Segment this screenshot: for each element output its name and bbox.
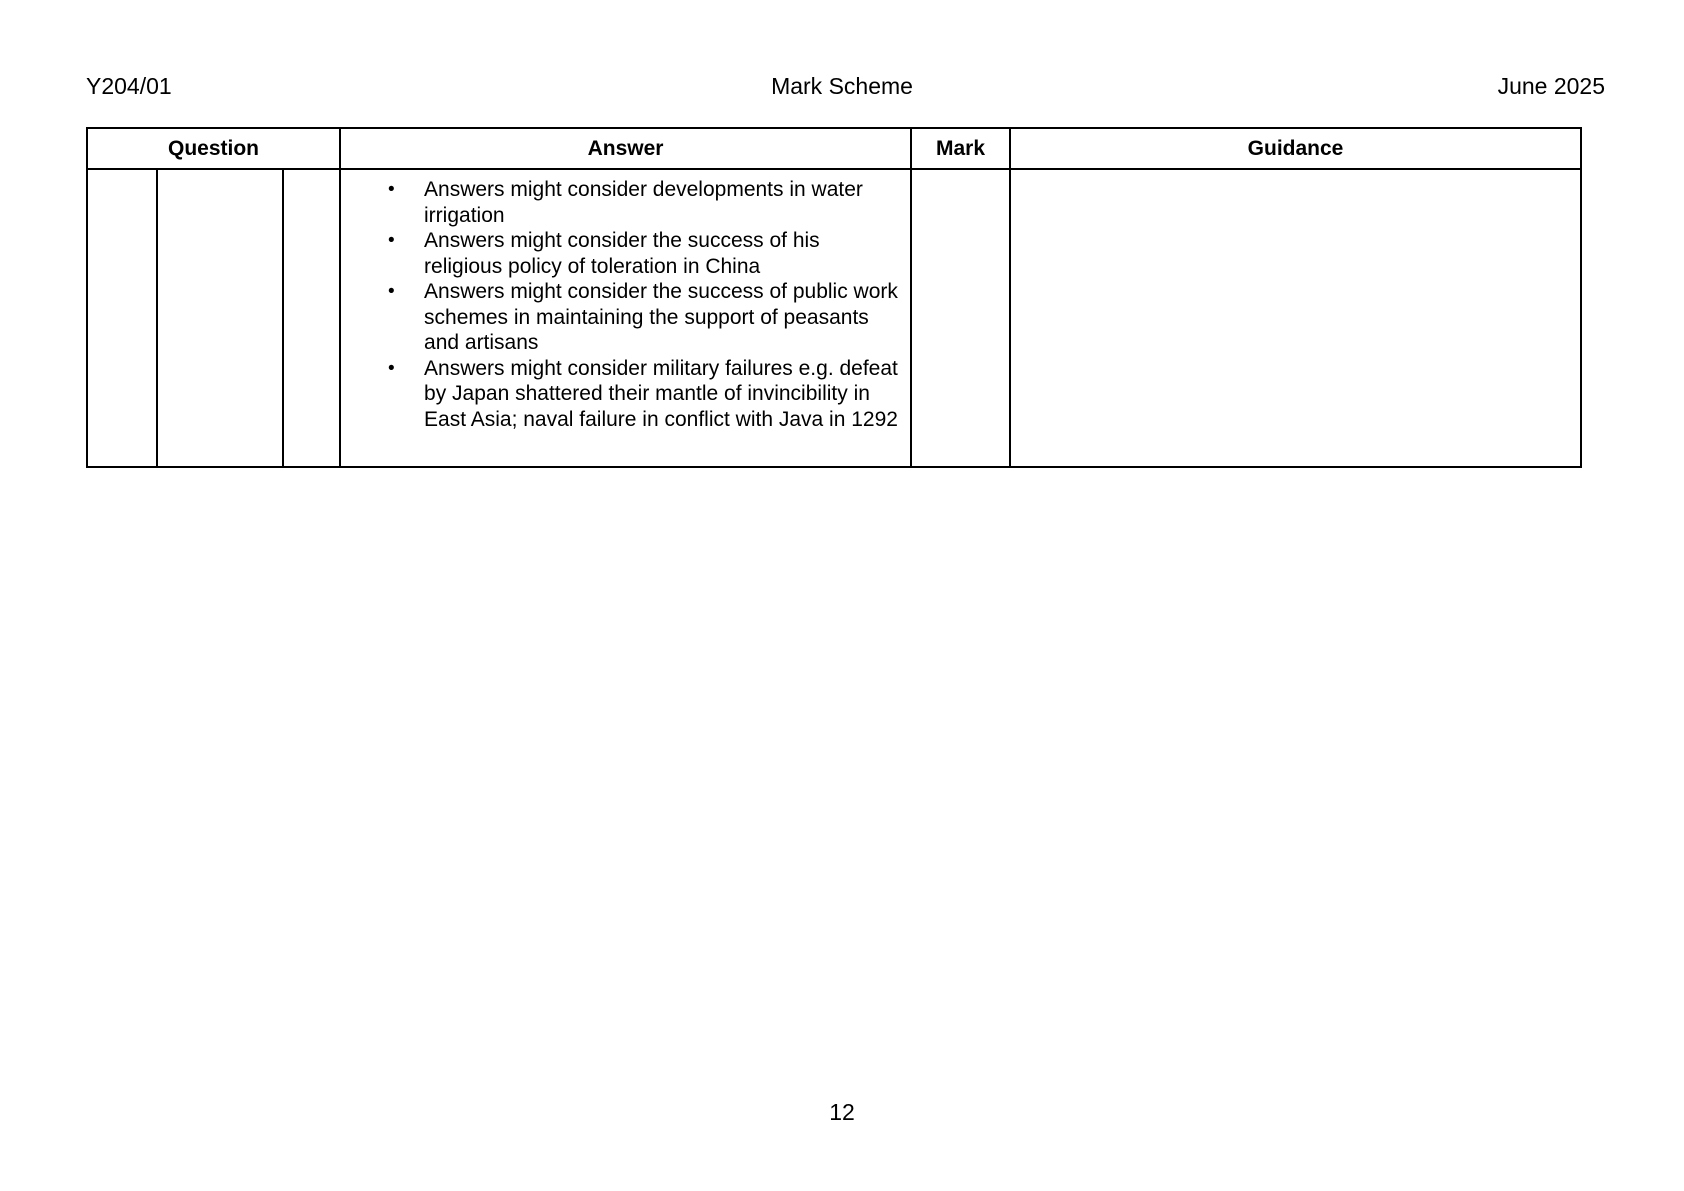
answer-item-text: Answers might consider developments in water irrigation — [424, 178, 863, 227]
question-column-header: Question — [87, 128, 340, 169]
exam-session: June 2025 — [1497, 73, 1605, 99]
answer-cell — [340, 169, 911, 467]
paper-code: Y204/01 — [86, 73, 172, 99]
guidance-column-header: Guidance — [1010, 128, 1581, 169]
list-item — [382, 279, 898, 356]
answer-item-text: Answers might consider the success of his religious policy of toleration in China — [424, 229, 820, 278]
mark-column-header: Mark — [911, 128, 1010, 169]
page-number: 12 — [829, 1099, 855, 1125]
document-title: Mark Scheme — [771, 73, 913, 99]
mark-cell — [911, 169, 1010, 467]
bullet-icon: • — [388, 230, 395, 251]
list-item — [382, 356, 898, 433]
question-subpart-cell — [283, 169, 340, 467]
table-row — [87, 169, 1581, 467]
answer-item-text: Answers might consider the success of public work schemes in maintaining the support of peasants and artisans — [424, 280, 898, 354]
bullet-icon: • — [388, 281, 395, 302]
answer-column-header: Answer — [340, 128, 911, 169]
list-item — [382, 228, 898, 279]
list-item — [382, 177, 898, 228]
answer-list — [341, 170, 910, 436]
bullet-icon: • — [388, 179, 395, 200]
table-header-row — [87, 128, 1581, 169]
question-number-cell — [87, 169, 157, 467]
bullet-icon: • — [388, 357, 395, 379]
mark-scheme-table — [86, 127, 1582, 468]
question-part-cell — [157, 169, 283, 467]
answer-item-text: Answers might consider military failures e.g. defeat by Japan shattered their mantle of invincibility in East Asia; naval failure in conflict with Java in 1292 — [424, 356, 898, 431]
guidance-cell — [1010, 169, 1581, 467]
